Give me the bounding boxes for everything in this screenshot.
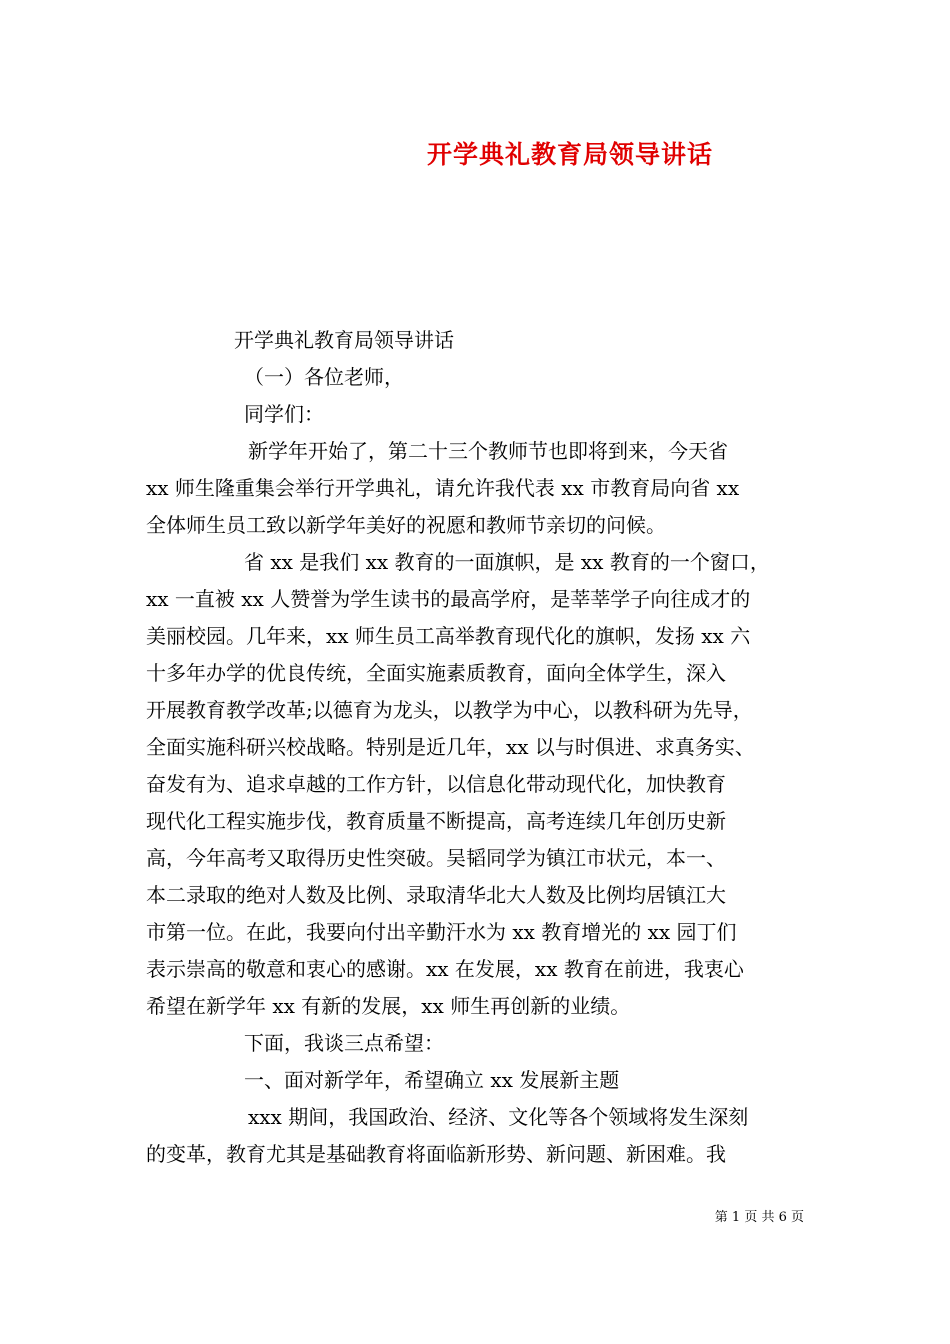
paragraph-line: 全面实施科研兴校战略。特别是近几年，xx 以与时俱进、求真务实、 xyxy=(146,735,755,759)
paragraph-line: xxx 期间，我国政治、经济、文化等各个领域将发生深刻 xyxy=(248,1105,749,1129)
document-body xyxy=(146,322,816,1173)
salutation-line: （一）各位老师， xyxy=(244,365,404,389)
section-heading: 一、面对新学年，希望确立 xx 发展新主题 xyxy=(244,1068,620,1092)
paragraph-line: 美丽校园。几年来，xx 师生员工高举教育现代化的旗帜，发扬 xx 六 xyxy=(146,624,751,648)
paragraph-line: xx 师生隆重集会举行开学典礼，请允许我代表 xx 市教育局向省 xx xyxy=(146,476,740,500)
paragraph-line: 高，今年高考又取得历史性突破。吴韬同学为镇江市状元，本一、 xyxy=(146,846,726,870)
paragraph-line: 省 xx 是我们 xx 教育的一面旗帜，是 xx 教育的一个窗口， xyxy=(244,550,770,574)
paragraph-line: 十多年办学的优良传统，全面实施素质教育，面向全体学生，深入 xyxy=(146,661,726,685)
paragraph-line: 市第一位。在此，我要向付出辛勤汗水为 xx 教育增光的 xx 园丁们 xyxy=(146,920,737,944)
paragraph-line: 希望在新学年 xx 有新的发展，xx 师生再创新的业绩。 xyxy=(146,994,631,1018)
body-heading: 开学典礼教育局领导讲话 xyxy=(234,328,454,352)
page-number-footer: 第 1 页 共 6 页 xyxy=(714,1210,804,1225)
paragraph-line: 新学年开始了，第二十三个教师节也即将到来，今天省 xyxy=(248,439,728,463)
salutation-line: 同学们： xyxy=(244,402,324,426)
paragraph-line: 下面，我谈三点希望： xyxy=(244,1031,444,1055)
paragraph-line: 的变革，教育尤其是基础教育将面临新形势、新问题、新困难。我 xyxy=(146,1142,726,1166)
document-title: 开学典礼教育局领导讲话 xyxy=(426,140,713,169)
paragraph-line: xx 一直被 xx 人赞誉为学生读书的最高学府，是莘莘学子向往成才的 xyxy=(146,587,751,611)
paragraph-line: 全体师生员工致以新学年美好的祝愿和教师节亲切的问候。 xyxy=(146,513,666,537)
paragraph-line: 本二录取的绝对人数及比例、录取清华北大人数及比例均居镇江大 xyxy=(146,883,726,907)
paragraph-line: 开展教育教学改革;以德育为龙头，以教学为中心，以教科研为先导， xyxy=(146,698,753,722)
paragraph-line: 现代化工程实施步伐，教育质量不断提高，高考连续几年创历史新 xyxy=(146,809,726,833)
paragraph-line: 奋发有为、追求卓越的工作方针，以信息化带动现代化，加快教育 xyxy=(146,772,726,796)
paragraph-line: 表示崇高的敬意和衷心的感谢。xx 在发展，xx 教育在前进，我衷心 xyxy=(146,957,744,981)
